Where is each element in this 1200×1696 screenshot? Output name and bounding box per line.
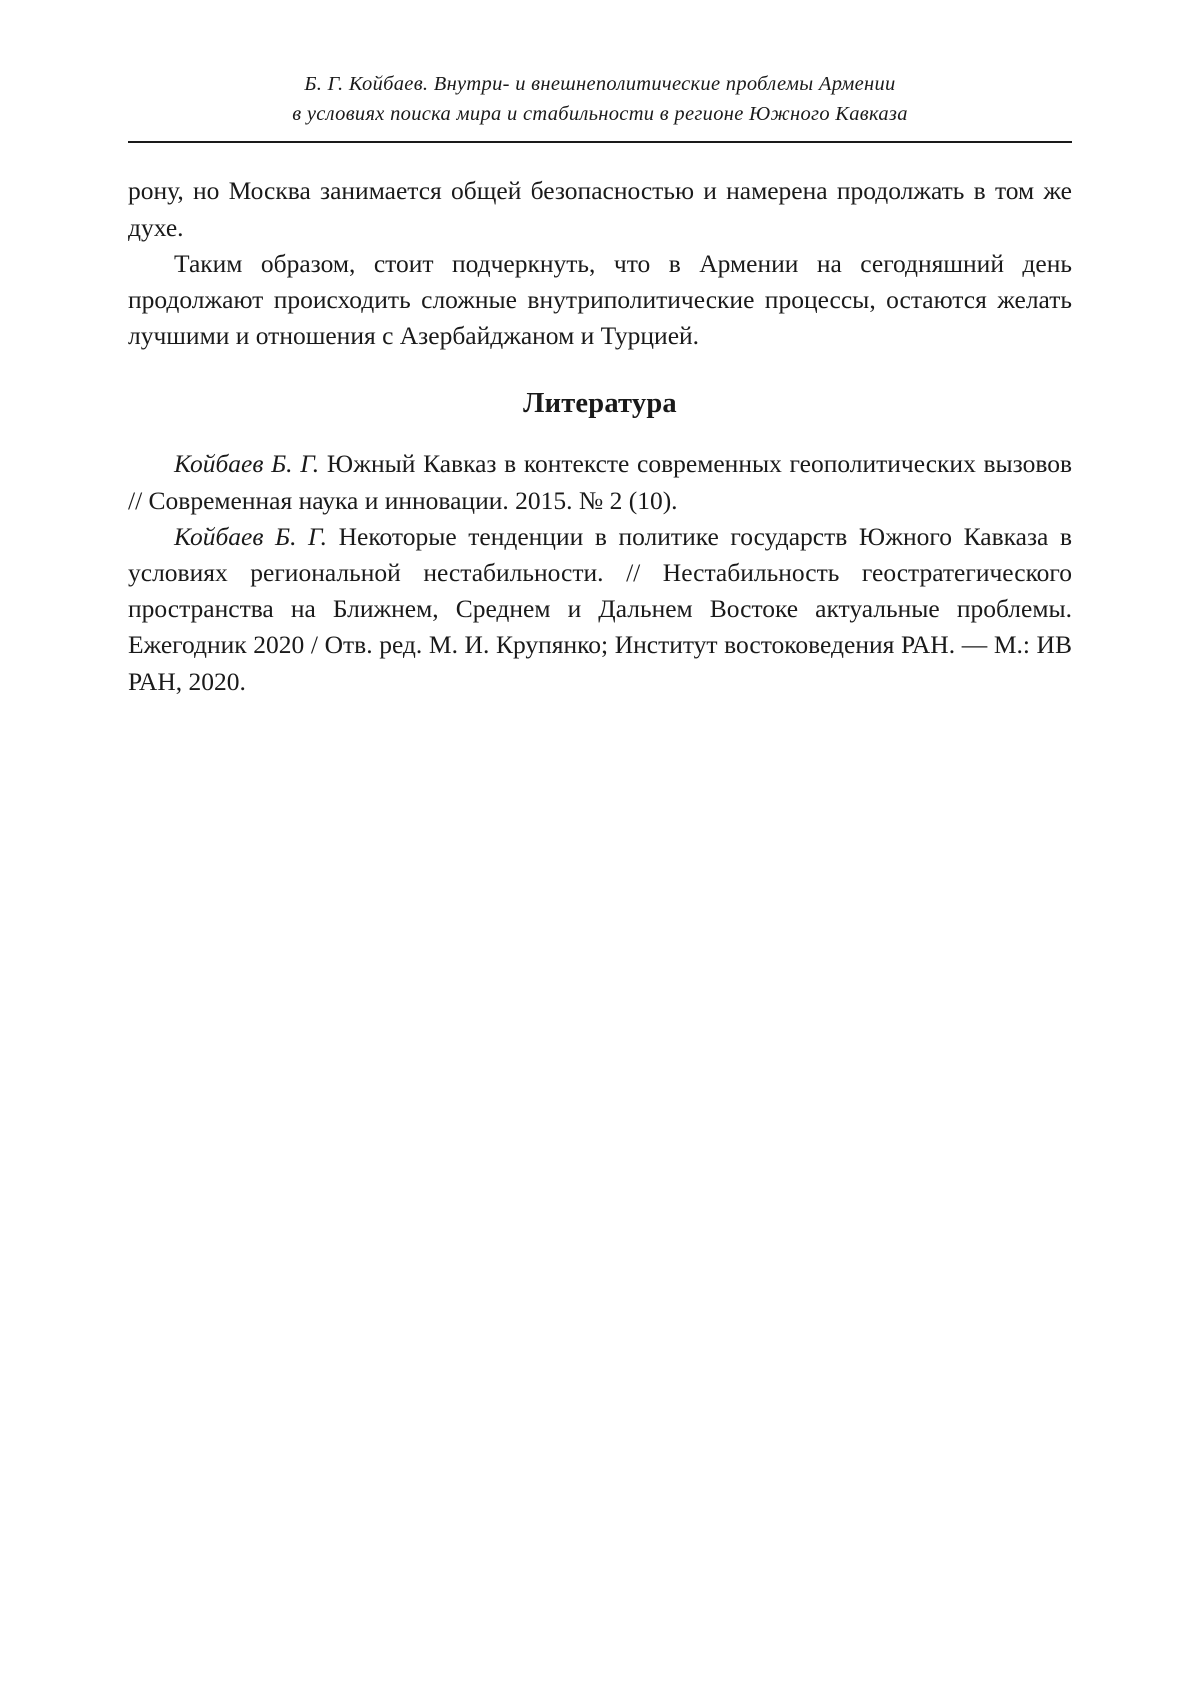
header-divider: [128, 141, 1072, 143]
references-heading: Литература: [523, 388, 677, 420]
running-head-line-1: Б. Г. Койбаев. Внутри- и внешнеполитические проблемы Армении: [304, 73, 896, 95]
running-head: [128, 70, 1072, 129]
body-text: [128, 173, 1072, 354]
reference-author: Койбаев Б. Г.: [174, 521, 328, 551]
running-head-line-2: в условиях поиска мира и стабильности в регионе Южного Кавказа: [292, 102, 908, 125]
paragraph-conclusion: Таким образом, стоит подчеркнуть, что в Армении на сегодняшний день продолжают происходить сложные внутриполитические процессы, остаются желать лучшими и отношения с Азербайджаном и Турцией.: [128, 248, 1072, 351]
reference-item-1: [128, 446, 1072, 518]
reference-item-2: [128, 519, 1072, 700]
reference-text: Южный Кавказ в контексте современных геополитических вызовов // Современная наука и инновации. 2015. № 2 (10).: [128, 449, 1072, 515]
paragraph-continued: рону, но Москва занимается общей безопасностью и намерена продолжать в том же духе.: [128, 176, 1072, 242]
references-list: [128, 446, 1072, 699]
reference-author: Койбаев Б. Г.: [174, 449, 320, 479]
reference-text: Некоторые тенденции в политике государств Южного Кавказа в условиях региональной нестабильности. // Нестабильность геостратегического пространства на Ближнем, Среднем и Дальнем Востоке актуальные проблемы. Ежегодник 2020 / Отв. ред. М. И. Крупянко; Институт востоковедения РАН. — М.: ИВ РАН, 2020.: [128, 521, 1072, 696]
